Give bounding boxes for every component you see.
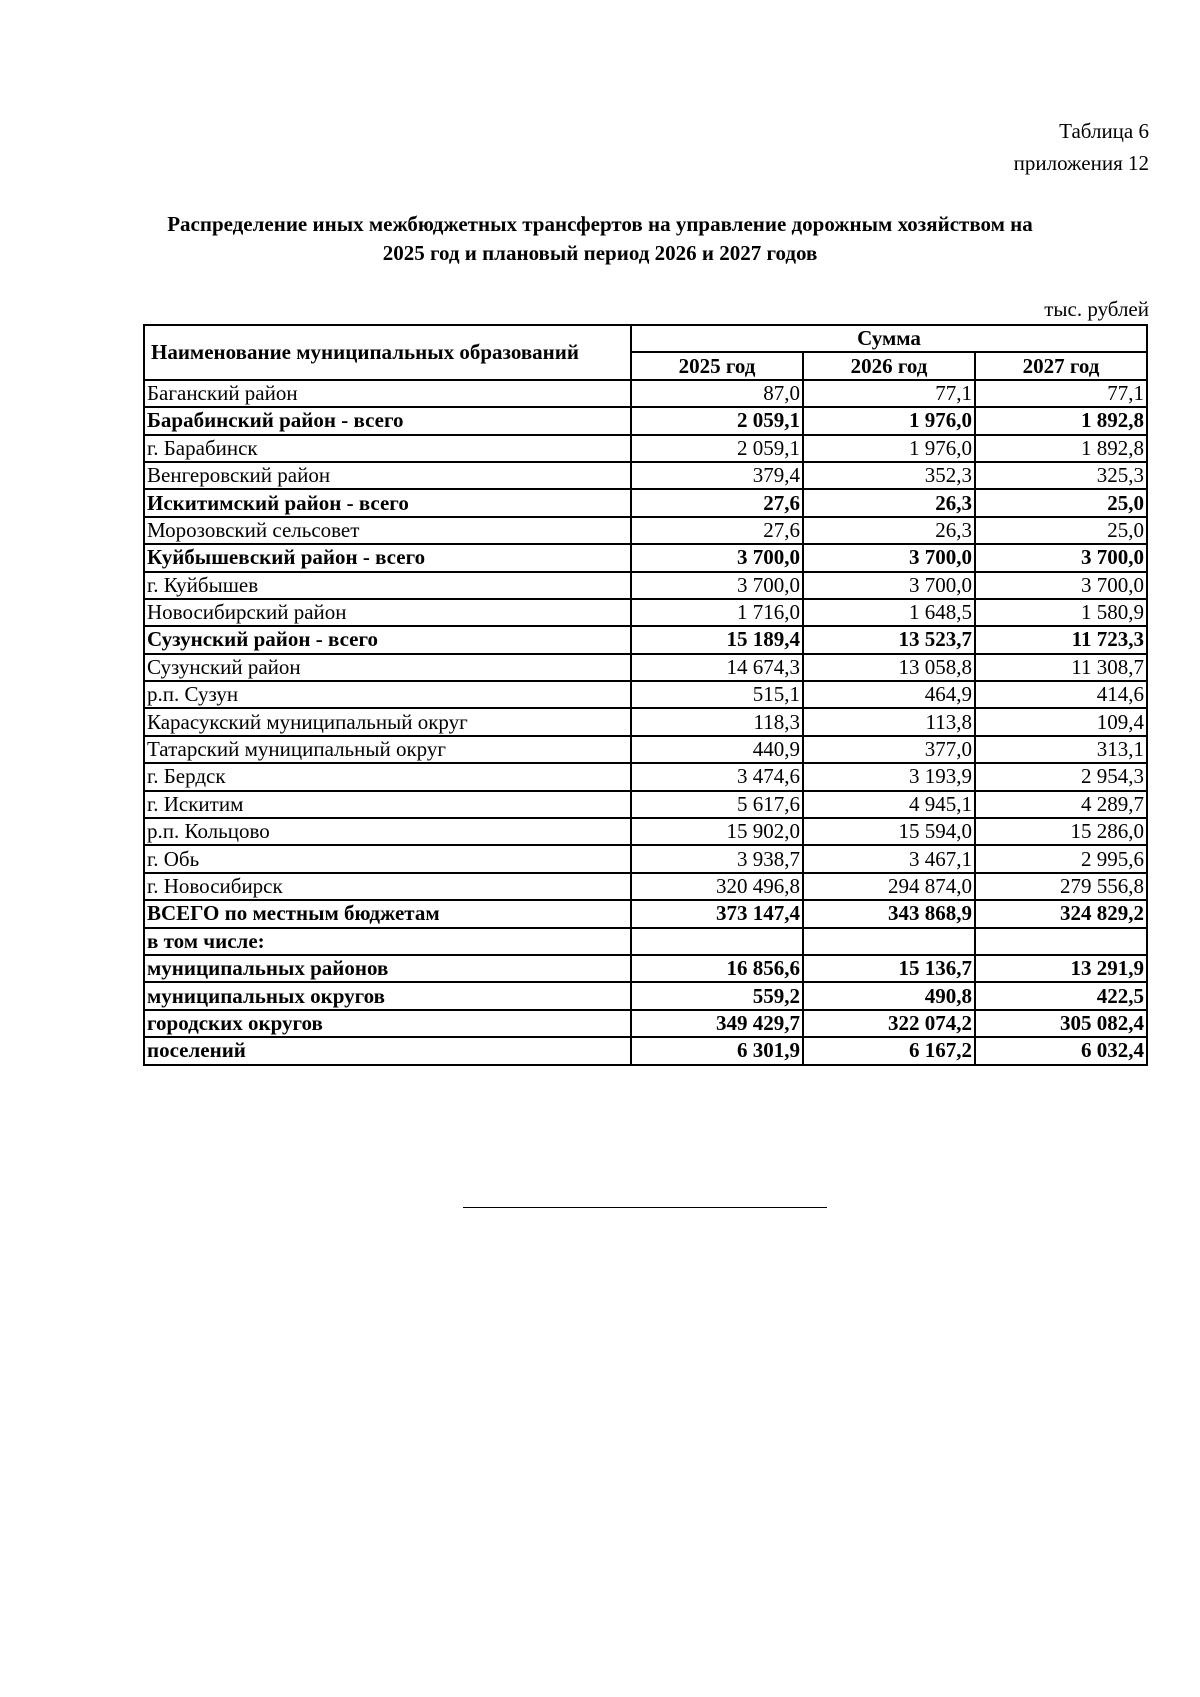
row-value-2025: 440,9 bbox=[631, 736, 803, 763]
table-row bbox=[144, 1037, 1147, 1064]
table-row bbox=[144, 873, 1147, 900]
table-row bbox=[144, 435, 1147, 462]
row-name-cell: Баганский район bbox=[144, 380, 631, 407]
row-value-2025: 3 700,0 bbox=[631, 572, 803, 599]
row-value-2027: 2 954,3 bbox=[975, 763, 1147, 790]
row-value-2026: 15 594,0 bbox=[803, 818, 975, 845]
row-value-2027: 305 082,4 bbox=[975, 1010, 1147, 1037]
row-value-2025: 2 059,1 bbox=[631, 435, 803, 462]
row-name-cell: Карасукский муниципальный округ bbox=[144, 708, 631, 735]
row-value-2025: 1 716,0 bbox=[631, 599, 803, 626]
table-row bbox=[144, 982, 1147, 1009]
row-name-cell: муниципальных округов bbox=[144, 982, 631, 1009]
row-name-cell: г. Новосибирск bbox=[144, 873, 631, 900]
row-value-2026: 377,0 bbox=[803, 736, 975, 763]
row-value-2026: 464,9 bbox=[803, 681, 975, 708]
row-value-2027: 2 995,6 bbox=[975, 845, 1147, 872]
row-value-2026: 352,3 bbox=[803, 462, 975, 489]
row-name-cell: Татарский муниципальный округ bbox=[144, 736, 631, 763]
row-value-2027: 324 829,2 bbox=[975, 900, 1147, 927]
row-value-2025: 320 496,8 bbox=[631, 873, 803, 900]
table-row bbox=[144, 736, 1147, 763]
row-name-cell: Сузунский район - всего bbox=[144, 626, 631, 653]
row-value-2026: 1 976,0 bbox=[803, 407, 975, 434]
table-row bbox=[144, 845, 1147, 872]
row-value-2027: 25,0 bbox=[975, 517, 1147, 544]
row-value-2026: 26,3 bbox=[803, 489, 975, 516]
table-row bbox=[144, 654, 1147, 681]
row-value-2025: 373 147,4 bbox=[631, 900, 803, 927]
row-value-2027: 1 580,9 bbox=[975, 599, 1147, 626]
row-value-2026: 322 074,2 bbox=[803, 1010, 975, 1037]
transfers-table bbox=[143, 324, 1148, 1066]
row-value-2027: 25,0 bbox=[975, 489, 1147, 516]
row-value-2027: 279 556,8 bbox=[975, 873, 1147, 900]
row-value-2025: 559,2 bbox=[631, 982, 803, 1009]
row-value-2027: 15 286,0 bbox=[975, 818, 1147, 845]
row-name-cell: г. Бердск bbox=[144, 763, 631, 790]
row-name-cell: Искитимский район - всего bbox=[144, 489, 631, 516]
row-name-cell: Морозовский сельсовет bbox=[144, 517, 631, 544]
row-value-2026: 4 945,1 bbox=[803, 791, 975, 818]
row-value-2025 bbox=[631, 928, 803, 955]
row-value-2027: 6 032,4 bbox=[975, 1037, 1147, 1064]
table-row bbox=[144, 708, 1147, 735]
row-name-cell: р.п. Сузун bbox=[144, 681, 631, 708]
table-row bbox=[144, 407, 1147, 434]
row-value-2025: 3 938,7 bbox=[631, 845, 803, 872]
column-header-2026: 2026 год bbox=[803, 352, 975, 379]
row-value-2026: 490,8 bbox=[803, 982, 975, 1009]
row-name-cell: Барабинский район - всего bbox=[144, 407, 631, 434]
row-name-cell: Венгеровский район bbox=[144, 462, 631, 489]
row-value-2027: 414,6 bbox=[975, 681, 1147, 708]
column-header-2027: 2027 год bbox=[975, 352, 1147, 379]
row-value-2025: 14 674,3 bbox=[631, 654, 803, 681]
row-value-2026: 3 467,1 bbox=[803, 845, 975, 872]
row-value-2026: 77,1 bbox=[803, 380, 975, 407]
row-value-2027: 325,3 bbox=[975, 462, 1147, 489]
row-value-2025: 27,6 bbox=[631, 489, 803, 516]
row-value-2025: 15 189,4 bbox=[631, 626, 803, 653]
column-header-2025: 2025 год bbox=[631, 352, 803, 379]
appendix-label: приложения 12 bbox=[1013, 151, 1149, 175]
row-value-2025: 379,4 bbox=[631, 462, 803, 489]
row-name-cell: г. Обь bbox=[144, 845, 631, 872]
row-value-2025: 2 059,1 bbox=[631, 407, 803, 434]
row-value-2026: 6 167,2 bbox=[803, 1037, 975, 1064]
row-name-cell: Куйбышевский район - всего bbox=[144, 544, 631, 571]
table-header bbox=[144, 325, 1147, 380]
row-name-cell: ВСЕГО по местным бюджетам bbox=[144, 900, 631, 927]
row-name-cell: г. Искитим bbox=[144, 791, 631, 818]
table-row bbox=[144, 763, 1147, 790]
row-name-cell: г. Барабинск bbox=[144, 435, 631, 462]
row-value-2027: 1 892,8 bbox=[975, 407, 1147, 434]
row-name-cell: Сузунский район bbox=[144, 654, 631, 681]
document-title bbox=[140, 210, 1060, 268]
table-row bbox=[144, 489, 1147, 516]
table-row bbox=[144, 380, 1147, 407]
table-row bbox=[144, 599, 1147, 626]
row-value-2026: 1 648,5 bbox=[803, 599, 975, 626]
row-value-2025: 349 429,7 bbox=[631, 1010, 803, 1037]
row-value-2027: 3 700,0 bbox=[975, 572, 1147, 599]
row-value-2026: 1 976,0 bbox=[803, 435, 975, 462]
document-title-line-2: 2025 год и плановый период 2026 и 2027 годов bbox=[382, 241, 818, 265]
table-row bbox=[144, 791, 1147, 818]
table-row bbox=[144, 900, 1147, 927]
row-value-2025: 16 856,6 bbox=[631, 955, 803, 982]
row-value-2027: 3 700,0 bbox=[975, 544, 1147, 571]
row-name-cell: р.п. Кольцово bbox=[144, 818, 631, 845]
row-name-cell: Новосибирский район bbox=[144, 599, 631, 626]
table-row bbox=[144, 928, 1147, 955]
row-value-2026: 3 700,0 bbox=[803, 544, 975, 571]
row-value-2026: 113,8 bbox=[803, 708, 975, 735]
row-value-2025: 3 474,6 bbox=[631, 763, 803, 790]
row-value-2027: 422,5 bbox=[975, 982, 1147, 1009]
row-value-2025: 3 700,0 bbox=[631, 544, 803, 571]
row-value-2026: 26,3 bbox=[803, 517, 975, 544]
row-value-2026: 294 874,0 bbox=[803, 873, 975, 900]
row-value-2026: 15 136,7 bbox=[803, 955, 975, 982]
table-row bbox=[144, 517, 1147, 544]
row-value-2025: 27,6 bbox=[631, 517, 803, 544]
row-value-2027: 109,4 bbox=[975, 708, 1147, 735]
row-value-2026: 3 700,0 bbox=[803, 572, 975, 599]
row-value-2027: 77,1 bbox=[975, 380, 1147, 407]
row-value-2027: 313,1 bbox=[975, 736, 1147, 763]
row-value-2027: 11 723,3 bbox=[975, 626, 1147, 653]
row-value-2027: 1 892,8 bbox=[975, 435, 1147, 462]
row-value-2025: 5 617,6 bbox=[631, 791, 803, 818]
row-value-2025: 118,3 bbox=[631, 708, 803, 735]
row-name-cell: поселений bbox=[144, 1037, 631, 1064]
row-value-2027: 11 308,7 bbox=[975, 654, 1147, 681]
row-value-2027: 4 289,7 bbox=[975, 791, 1147, 818]
table-row bbox=[144, 1010, 1147, 1037]
column-header-name: Наименование муниципальных образований bbox=[144, 325, 631, 380]
row-value-2025: 515,1 bbox=[631, 681, 803, 708]
table-row bbox=[144, 955, 1147, 982]
bottom-divider bbox=[463, 1207, 827, 1208]
row-value-2026: 13 523,7 bbox=[803, 626, 975, 653]
table-row bbox=[144, 626, 1147, 653]
units-label: тыс. рублей bbox=[1044, 297, 1149, 321]
table-row bbox=[144, 681, 1147, 708]
row-name-cell: муниципальных районов bbox=[144, 955, 631, 982]
row-value-2027 bbox=[975, 928, 1147, 955]
table-body bbox=[144, 380, 1147, 1065]
table-row bbox=[144, 544, 1147, 571]
column-header-sum: Сумма bbox=[631, 325, 1147, 352]
row-value-2027: 13 291,9 bbox=[975, 955, 1147, 982]
row-value-2025: 6 301,9 bbox=[631, 1037, 803, 1064]
row-value-2026: 3 193,9 bbox=[803, 763, 975, 790]
row-value-2026 bbox=[803, 928, 975, 955]
row-name-cell: в том числе: bbox=[144, 928, 631, 955]
row-value-2025: 87,0 bbox=[631, 380, 803, 407]
document-title-line-1: Распределение иных межбюджетных трансфертов на управление дорожным хозяйством на bbox=[167, 212, 1033, 236]
table-row bbox=[144, 572, 1147, 599]
row-value-2025: 15 902,0 bbox=[631, 818, 803, 845]
table-row bbox=[144, 462, 1147, 489]
row-value-2026: 343 868,9 bbox=[803, 900, 975, 927]
row-name-cell: г. Куйбышев bbox=[144, 572, 631, 599]
table-number-label: Таблица 6 bbox=[1059, 119, 1149, 143]
row-name-cell: городских округов bbox=[144, 1010, 631, 1037]
row-value-2026: 13 058,8 bbox=[803, 654, 975, 681]
table-row bbox=[144, 818, 1147, 845]
